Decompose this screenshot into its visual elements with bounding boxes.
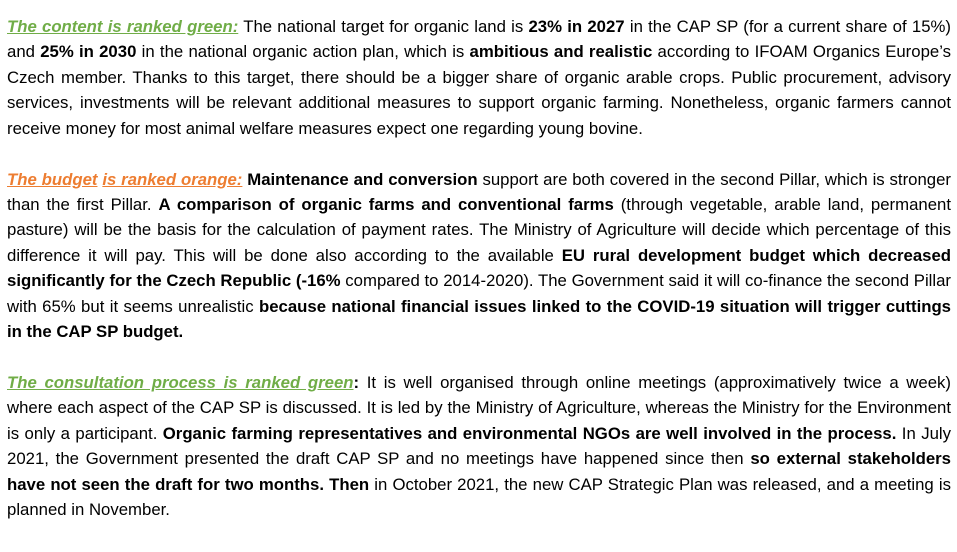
text-run: (through vegetable, arable land, permanent pasture) will be the basis for the calculation of payment rates. The Ministry of Agriculture will decide which percentage of this difference it will pay. This will be done also according to the available (7, 194, 951, 265)
paragraph-consultation-ranking (7, 370, 951, 522)
consultation-rank-label: The consultation process is ranked green (7, 372, 354, 392)
bold-run: because national financial issues linked to the COVID-19 situation will trigger cuttings in the CAP SP budget. (7, 296, 951, 341)
budget-rank-label-part1: The budget (7, 169, 98, 189)
text-run: in the national organic action plan, which is (136, 42, 470, 62)
text-run: It is well organised through online meetings (approximatively twice a week) where each aspect of the CAP SP is discussed. It is led by the Ministry of Agriculture, whereas the Ministry for the Environment is only a participant. (7, 372, 951, 443)
bold-run: EU rural development budget which decreased significantly for the Czech Republic (-16% (7, 245, 951, 291)
bold-run: A comparison of organic farms and conventional farms (158, 194, 614, 214)
text-run: The national target for organic land is (238, 17, 529, 36)
content-rank-label: The content is ranked green: (7, 17, 239, 36)
text-run: in the CAP SP (for a current share of 15%) and (7, 17, 951, 62)
text-run: according to IFOAM Organics Europe’s Czech member. Thanks to this target, there should be a bigger share of organic arable crops. Public procurement, advisory services, investments will be relevant additional measures to support organic farming. Nonetheless, organic farmers cannot receive money for most animal welfare measures expect one regarding young bovine. (7, 42, 951, 138)
bold-run: so external stakeholders have not seen the draft for two months. Then (7, 449, 951, 494)
budget-rank-label-part2: is ranked orange: (102, 169, 243, 189)
bold-run: 25% in 2030 (40, 42, 137, 62)
paragraph-content-ranking (7, 14, 951, 141)
bold-run: 23% in 2027 (528, 17, 625, 36)
text-run: compared to 2014-2020). The Government said it will co-finance the second Pillar with 65% but it seems unrealistic (7, 271, 951, 316)
bold-run: Maintenance and conversion (242, 169, 478, 189)
bold-run: Organic farming representatives and environmental NGOs are well involved in the process. (162, 423, 897, 443)
paragraph-budget-ranking (7, 167, 951, 345)
text-run: support are both covered in the second Pillar, which is stronger than the first Pillar. (7, 169, 951, 214)
text-run: in October 2021, the new CAP Strategic Plan was released, and a meeting is planned in November. (7, 474, 951, 519)
bold-run: : (353, 372, 360, 392)
text-run: In July 2021, the Government presented the draft CAP SP and no meetings have happened since then (7, 423, 951, 469)
bold-run: ambitious and realistic (469, 42, 653, 62)
